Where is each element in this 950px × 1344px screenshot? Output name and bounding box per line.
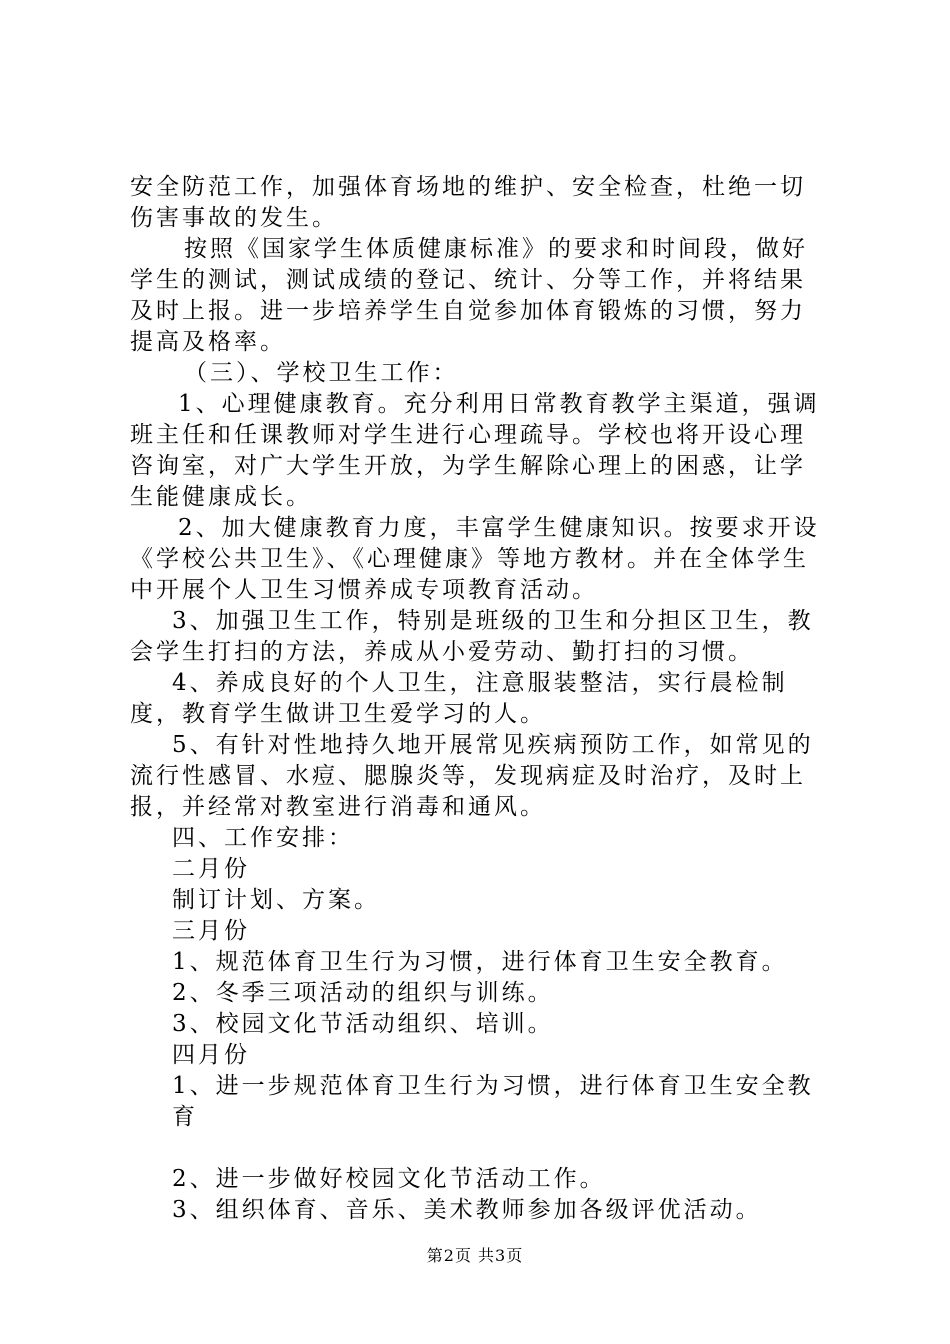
month-heading-april: 四月份 [172,1042,250,1068]
paragraph-health-education: 2、加大健康教育力度，丰富学生健康知识。按要求开设《学校公共卫生》、《心理健康》等地方教材。并在全体学生中开展个人卫生习惯养成专项教育活动。 [130,515,820,603]
schedule-item: 制订计划、方案。 [172,887,380,913]
paragraph-disease-prevention: 5、有针对性地持久地开展常见疾病预防工作，如常见的流行性感冒、水痘、腮腺炎等，发现病症及时治疗，及时上报，并经常对教室进行消毒和通风。 [130,732,814,820]
section-heading-school-hygiene: （三）、学校卫生工作： [184,360,459,386]
paragraph-safety: 安全防范工作，加强体育场地的维护、安全检查，杜绝一切伤害事故的发生。 [130,174,806,231]
schedule-item: 2、进一步做好校园文化节活动工作。 [172,1166,606,1192]
section-heading-schedule: 四、工作安排： [172,825,354,851]
schedule-item: 3、组织体育、音乐、美术教师参加各级评优活动。 [172,1197,762,1223]
paragraph-fitness-standard: 按照《国家学生体质健康标准》的要求和时间段，做好学生的测试，测试成绩的登记、统计、分等工作，并将结果及时上报。进一步培养学生自觉参加体育锻炼的习惯，努力提高及格率。 [130,236,808,355]
schedule-item: 2、冬季三项活动的组织与训练。 [172,980,554,1006]
paragraph-hygiene-work: 3、加强卫生工作，特别是班级的卫生和分担区卫生，教会学生打扫的方法，养成从小爱劳动、勤打扫的习惯。 [130,608,814,665]
paragraph-personal-hygiene: 4、养成良好的个人卫生，注意服装整洁，实行晨检制度，教育学生做讲卫生爱学习的人。 [130,670,788,727]
document-body [130,172,830,1226]
page-number-footer: 第2页 共3页 [426,1246,524,1265]
blank-line [130,1133,830,1164]
schedule-item: 3、校园文化节活动组织、培训。 [172,1011,554,1037]
month-heading-february: 二月份 [172,856,250,882]
paragraph-mental-health: 1、心理健康教育。充分利用日常教育教学主渠道，强调班主任和任课教师对学生进行心理疏导。学校也将开设心理咨询室，对广大学生开放，为学生解除心理上的困惑，让学生能健康成长。 [130,391,820,510]
month-heading-march: 三月份 [172,918,250,944]
schedule-item: 1、规范体育卫生行为习惯，进行体育卫生安全教育。 [172,949,788,975]
schedule-item: 1、进一步规范体育卫生行为习惯，进行体育卫生安全教育 [172,1073,814,1130]
